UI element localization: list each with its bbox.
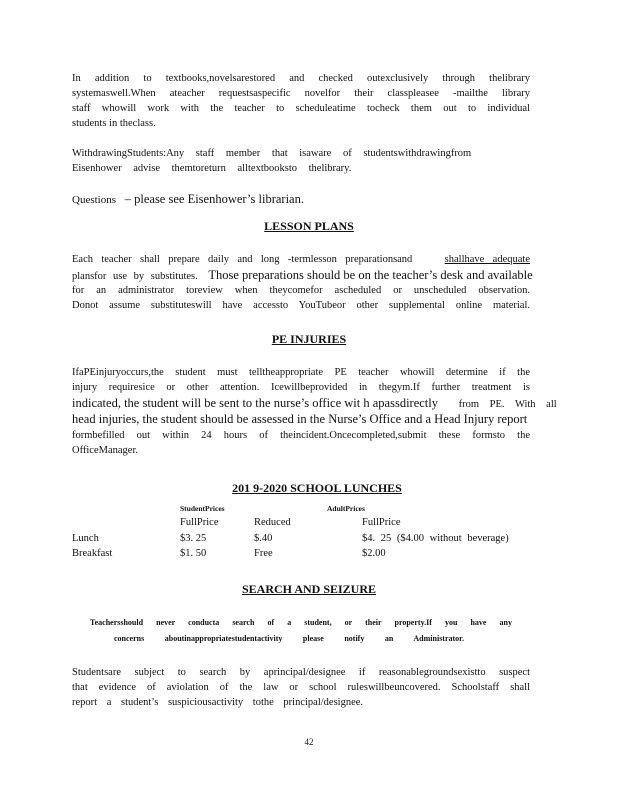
row-lunch-adult: $4. 25 ($4.00 without beverage) [362,533,509,544]
search-cond-line-1: Teachersshould never conducta search of a student, or their property.If you have any [90,618,512,627]
lesson-underline: shallhave adequate [444,254,530,265]
row-breakfast-full: $1. 50 [180,548,207,559]
lesson-line-3: for an administrator toreview when theycomefor ascheduled or unscheduled observation. [72,285,530,296]
col-reduced: Reduced [254,517,291,528]
questions-label: Questions [72,194,116,206]
withdrawing-line-2: Eisenhower advise themtoreturn alltextbooksto thelibrary. [72,163,352,174]
books-line-3: staff whowill work with the teacher to scheduleatime tocheck them out to individual [72,103,530,114]
questions-text: – please see Eisenhower’s librarian. [124,192,304,206]
lunches-heading: 201 9-2020 SCHOOL LUNCHES [232,481,402,495]
lesson-line-4: Donot assume substituteswill have accessto YouTubeor other supplemental online material. [72,300,530,311]
col-full-price: FullPrice [180,517,219,528]
row-lunch-full: $3. 25 [180,533,207,544]
pe-injuries-heading: PE INJURIES [271,332,347,346]
questions-line [72,192,530,207]
row-lunch-label: Lunch [72,533,99,544]
books-line-4: students in theclass. [72,118,156,129]
page-number: 42 [304,737,314,747]
search-line-2: that evidence of aviolation of the law or school ruleswillbeuncovered. Schoolstaff shall [72,682,530,693]
search-line-1: Studentsare subject to search by aprincipal/designee if reasonablegroundsexistto suspect [72,667,530,678]
search-line-3: report a student’s suspiciousactivity tothe principal/designee. [72,697,364,708]
row-breakfast-adult: $2.00 [362,548,386,559]
withdrawing-line-1: WithdrawingStudents:Any staff member that isaware of studentswithdrawingfrom [72,148,472,159]
row-breakfast-reduced: Free [254,548,273,559]
books-line-2: systemaswell.When ateacher requestsaspecific novelfor their classpleasee -mailthe library [72,88,530,99]
pe-line-1: IfaPEinjuryoccurs,the student must telltheappropriate PE teacher whowill determine if the [72,367,530,378]
lesson-line-2: plansfor use by substitutes. Those preparations should be on the teacher’s desk and available [72,268,533,282]
pe-line-5: formbefilled out within 24 hours of theincident.Oncecompleted,submit these formsto the [72,430,530,441]
pe-line-6: OfficeManager. [72,445,138,456]
pe-line-2: injury requiresice or other attention. Icewillbeprovided in thegym.If further treatment is [72,382,530,393]
row-breakfast-label: Breakfast [72,548,113,559]
search-cond-line-2: concerns aboutinappropriatestudentactivity please notify an Administrator. [114,634,464,643]
lesson-line-1: Each teacher shall prepare daily and long -termlesson preparationsand shallhave adequate [72,254,530,265]
row-lunch-reduced: $.40 [254,533,273,544]
student-prices-label: StudentPrices [180,504,225,513]
search-heading: SEARCH AND SEIZURE [241,582,377,596]
books-line-1: In addition to textbooks,novelsarestored and checked outexclusively through thelibrary [72,73,530,84]
pe-line-3: indicated, the student will be sent to the nurse’s office wit h apassdirectly from PE. With all [72,396,557,410]
pe-line-4: head injuries, the student should be assessed in the Nurse’s Office and a Head Injury report [72,412,528,426]
adult-prices-label: AdultPrices [327,504,365,513]
lesson-plans-heading: LESSON PLANS [264,219,354,233]
col-adult-full-price: FullPrice [362,517,401,528]
